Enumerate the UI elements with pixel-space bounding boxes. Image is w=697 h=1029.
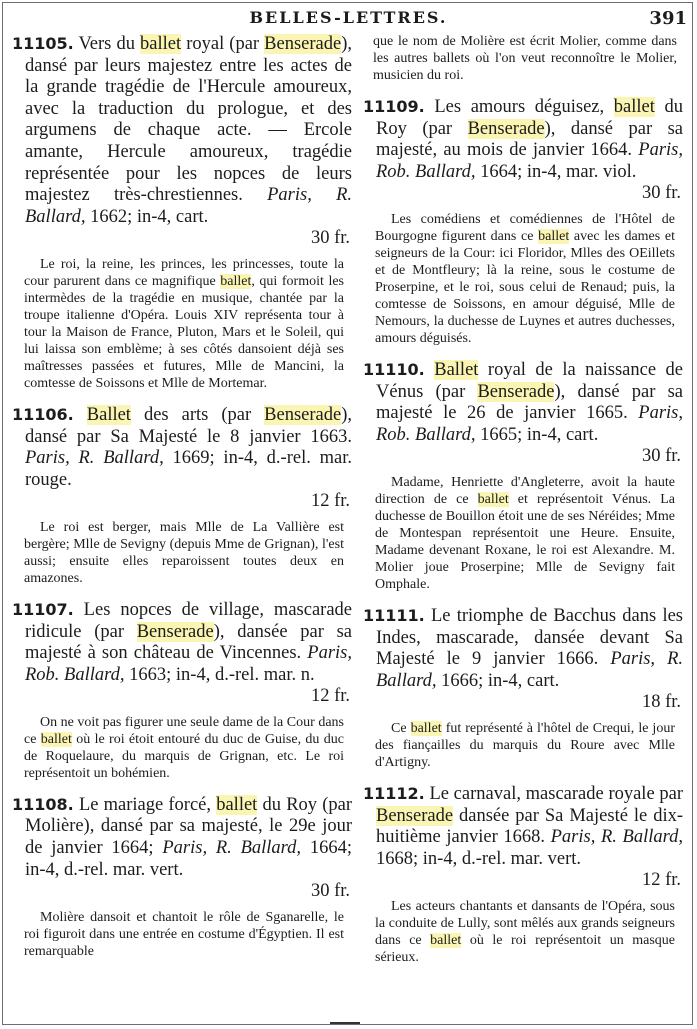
catalog-entry-11111 <box>363 605 683 771</box>
entry-number: 11108. <box>12 794 74 814</box>
imprint: Paris, R. Ballard, <box>25 448 164 469</box>
search-highlight: Ballet <box>434 359 479 380</box>
catalog-entry-11108 <box>12 794 352 960</box>
search-highlight: ballet <box>538 228 570 244</box>
note-text-part: , qui formoit les intermèdes de la tragédie en musique, chantée par la troupe italienne d'Opéra. Louis XIV représenta tour à tour la Maison de France, Pluton, Mars et le Soleil, qui lui laissa son emblème; à ses côtés dansoient déjà ses maîtresses passées et futures, Mlle de Mancini, la comtesse de Soissons et Mlle de Mortemar. <box>24 273 344 391</box>
search-highlight: ballet <box>410 720 442 736</box>
entry-text-part: ), dansé par leurs majestez entre les actes de la grande tragédie de l'Hercule amoureux, avec la traduction du prologue, et des argumens de chaque acte. — Ercole amante, Hercule amoureux, tragédie représentée pour les nopces de leurs majestez très-chrestiennes. <box>25 34 352 206</box>
search-highlight: ballet <box>477 491 509 507</box>
search-highlight: Benserade <box>264 34 342 54</box>
entry-text-part: 1664; in-4, mar. viol. <box>475 161 637 182</box>
imprint: Paris, Rob. Ballard, <box>376 403 683 445</box>
entry-text-part: royal de la naissance de Vénus (par <box>376 359 683 402</box>
entry-text-part: du Roy (par <box>376 97 683 139</box>
price: 30 fr. <box>310 228 350 249</box>
entry-note <box>375 720 675 771</box>
left-column <box>12 33 352 972</box>
entry-text-part: Les amours déguisez, <box>424 97 614 117</box>
entry-text-part: ), dansé par sa majesté le 26 de janvier 1665. <box>376 381 683 424</box>
entry-body <box>363 783 683 892</box>
catalog-entry-11112 <box>363 783 683 966</box>
entry-text-part: ), dansée par sa majesté à son château de Vincennes. <box>25 621 352 664</box>
imprint: Paris, R. Ballard, <box>550 827 683 848</box>
imprint: Paris, Rob. Ballard, <box>376 140 683 182</box>
running-head-title: BELLES-LETTRES. <box>249 8 448 27</box>
entry-body <box>363 359 683 468</box>
entry-text-part: 1666; in-4, cart. <box>436 670 560 691</box>
price: 30 fr. <box>310 881 350 902</box>
search-highlight: ballet <box>613 97 655 117</box>
note-text-part: avec les dames et seigneurs de la Cour: ici Floridor, Mlles des OEillets et de Montfleury; là la reine, sous le costume de Proserpine, et le roi, sous celui de Renaud; puis, la comtesse de Soissons, en amour déguisé, Mlle de Nemours, la duchesse de Luynes et autres duchesses, amours déguisés. <box>375 228 676 346</box>
running-head <box>0 6 697 32</box>
catalog-entry-11107 <box>12 599 352 782</box>
entry-number: 11111. <box>363 605 425 625</box>
search-highlight: Ballet <box>86 404 131 425</box>
price: 30 fr. <box>641 183 681 204</box>
imprint: Paris, R. Ballard, <box>376 649 684 691</box>
price: 12 fr. <box>310 686 350 707</box>
entry-body <box>12 599 352 708</box>
note-text-part: Le roi, la reine, les princes, les princesses, toute la cour parurent dans ce magnifique <box>24 256 344 289</box>
note-text-part: Les acteurs chantants et dansants de l'Opéra, sous la conduite de Lully, sont mêlés aux grands seigneurs dans ce <box>375 898 675 948</box>
price: 18 fr. <box>641 692 681 713</box>
right-column <box>363 33 683 978</box>
search-highlight: ballet <box>40 731 72 747</box>
catalog-entry-11106 <box>12 404 352 587</box>
entry-text-part: Vers du <box>73 34 141 54</box>
imprint: Paris, R. Ballard, <box>25 185 352 227</box>
entry-note <box>375 474 675 593</box>
entry-text-part: ), dansé par sa majesté, au mois de janvier 1664. <box>376 118 683 161</box>
entry-text-part: Le carnaval, mascarade royale par <box>424 783 683 804</box>
entry-text-part: ), dansé par Sa Majesté le 8 janvier 1663. <box>25 404 353 447</box>
price: 12 fr. <box>310 491 350 512</box>
entry-note <box>375 211 675 347</box>
imprint: Paris, R. Ballard, <box>162 838 302 859</box>
search-highlight: Benserade <box>376 805 454 826</box>
search-highlight: Benserade <box>467 118 545 139</box>
entry-text-part: Le mariage forcé, <box>73 794 217 815</box>
note-text-part: où le roi représentoit un masque sérieux. <box>375 932 675 965</box>
entry-text-part: 1668; in-4, d.-rel. mar. vert. <box>376 848 581 869</box>
note-text-part: Madame, Henriette d'Angleterre, avoit la haute direction de ce <box>375 474 675 507</box>
note-text-part: fut représenté à l'hôtel de Crequi, le jour des fiançailles du marquis du Roure avec Mlle d'Artigny. <box>375 720 675 770</box>
entry-text-part: Le triomphe de Bacchus dans les Indes, mascarade, dansée devant Sa Majesté le 9 janvier 1666. <box>376 605 683 670</box>
entry-number: 11110. <box>363 359 425 379</box>
entry-text-part: royal (par <box>181 34 265 54</box>
entry-note: Le roi est berger, mais Mlle de La Vallière est bergère; Mlle de Sevigny (depuis Mme de Grignan), l'est aussi; ensuite elles reparoissent toutes deux en amazones. <box>24 519 344 586</box>
entry-text-part: 1662; in-4, cart. <box>85 206 209 227</box>
search-highlight: ballet <box>216 794 258 815</box>
catalog-entry-11109 <box>363 96 683 347</box>
page-end-rule <box>330 1022 360 1024</box>
catalog-entry-11105 <box>12 33 352 392</box>
price: 30 fr. <box>641 446 681 467</box>
entry-text-part: 1665; in-4, cart. <box>475 424 599 445</box>
search-highlight: ballet <box>140 34 182 54</box>
entry-text-part: dansée par Sa Majesté le dix-huitième janvier 1668. <box>376 805 683 848</box>
entry-note: Molière dansoit et chantoit le rôle de Sganarelle, le roi figuroit dans une entrée en costume d'Égyptien. Il est remarquable <box>24 909 344 959</box>
entry-number: 11106. <box>12 404 74 424</box>
note-text-part: Les comédiens et comédiennes de l'Hôtel de Bourgogne figurent dans ce <box>375 211 675 244</box>
entry-number: 11112. <box>363 783 425 803</box>
search-highlight: ballet <box>430 932 462 948</box>
entry-note <box>24 714 344 782</box>
entry-text-part: 1669; in-4, d.-rel. mar. rouge. <box>25 448 352 490</box>
entry-note <box>24 256 344 392</box>
page-number: 391 <box>649 8 687 29</box>
note-continuation: que le nom de Molière est écrit Molier, comme dans les autres ballets où l'on veut reconnoître le Molier, musicien du roi. <box>373 34 677 83</box>
note-text-part: et représentoit Vénus. La duchesse de Bouillon étoit une de ses Néréides; Mme de Montespan représentoit une Heure. Ensuite, Madame devenant Roxane, le roi est Alexandre. M. Molier joue Proserpine; Mlle de Sevigny fait Omphale. <box>375 491 675 592</box>
entry-text-part: du Roy (par Molière), dansé par sa majesté, le 29e jour de janvier 1664; <box>25 794 352 859</box>
entry-body <box>363 605 683 714</box>
search-highlight: ballet <box>220 273 252 289</box>
entry-text-part: 1663; in-4, d.-rel. mar. n. <box>124 664 315 685</box>
note-text-part: où le roi étoit entouré du duc de Guise, du duc de Roquelaure, du marquis de Grignan, etc. Le roi représentoit un bohémien. <box>24 731 344 781</box>
entry-body <box>363 96 683 205</box>
entry-text-part: Les nopces de village, mascarade ridicule (par <box>25 599 352 642</box>
entry-number: 11105. <box>12 34 74 53</box>
search-highlight: Benserade <box>264 404 342 425</box>
entry-body <box>12 794 352 903</box>
note-text-part: Ce <box>391 720 411 736</box>
entry-note <box>375 898 675 966</box>
entry-number: 11109. <box>363 97 425 116</box>
search-highlight: Benserade <box>477 381 555 402</box>
entry-text-part: 1664; in-4, d.-rel. mar. vert. <box>25 838 352 880</box>
note-text-part: On ne voit pas figurer une seule dame de la Cour dans ce <box>24 714 344 747</box>
price: 12 fr. <box>641 870 681 891</box>
imprint: Paris, Rob. Ballard, <box>25 643 352 685</box>
entry-text-part: des arts (par <box>130 404 265 425</box>
search-highlight: Benserade <box>136 621 214 642</box>
entry-number: 11107. <box>12 599 74 619</box>
entry-body <box>12 33 352 250</box>
catalog-entry-11110 <box>363 359 683 593</box>
entry-body <box>12 404 352 513</box>
